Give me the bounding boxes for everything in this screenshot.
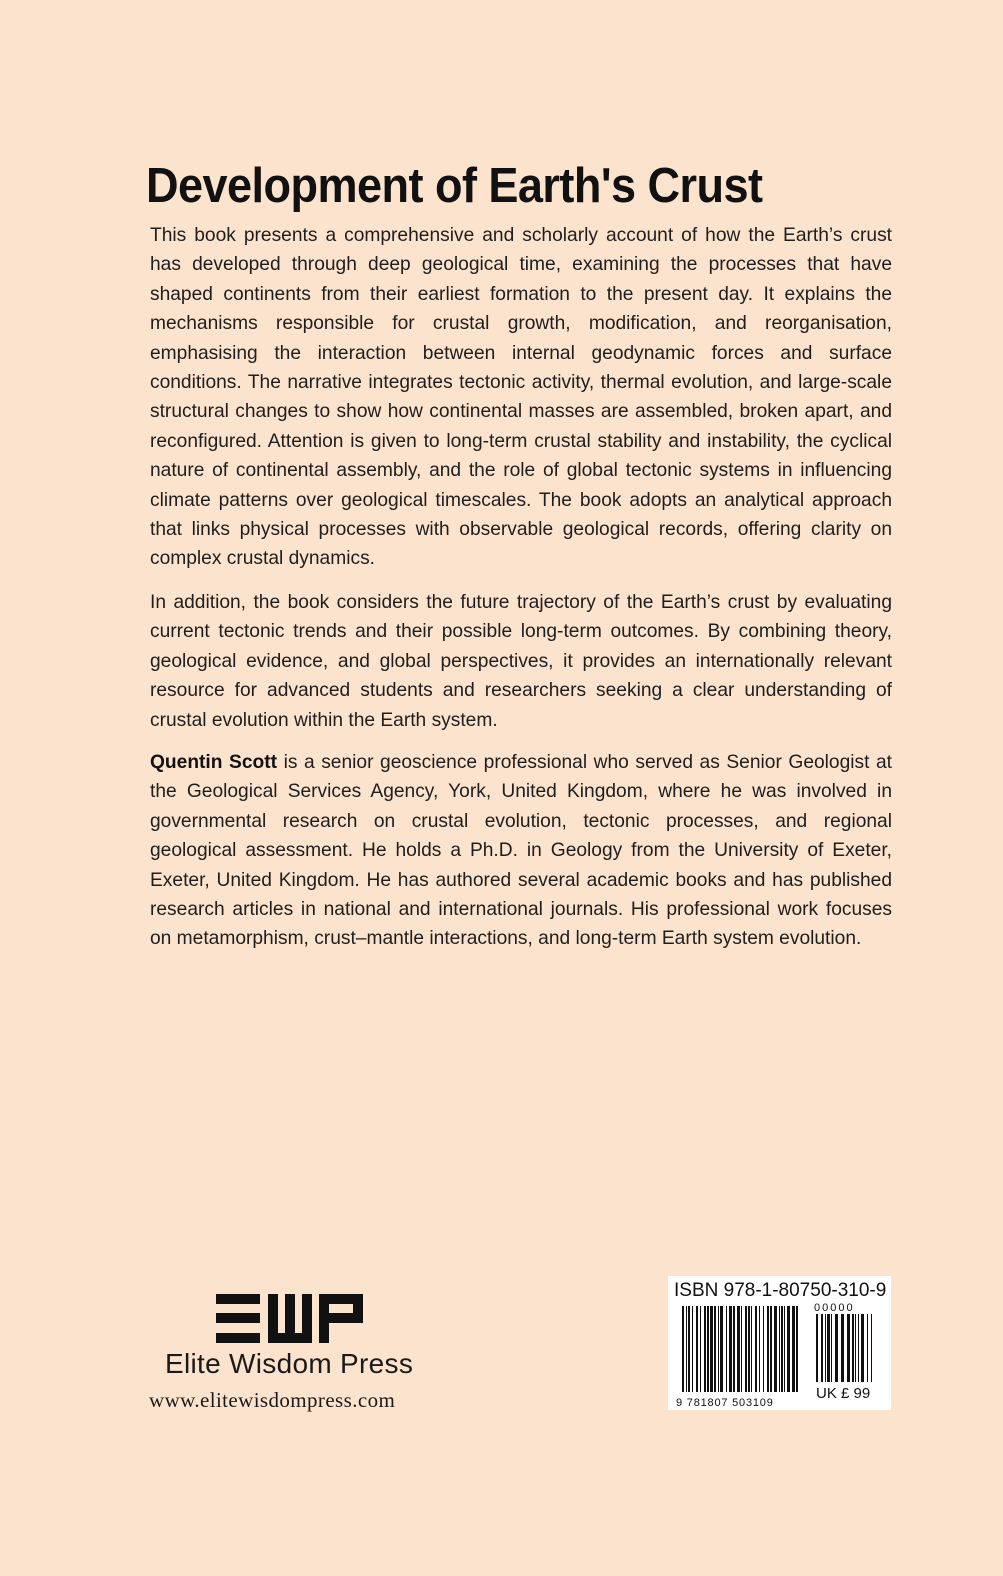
price-label: UK £ 99: [816, 1385, 871, 1402]
author-bio-body: is a senior geoscience professional who served as Senior Geologist at the Geological Services Agency, York, United Kingdom, where he was involved in governmental research on crustal evolution, tectonic processes, and regional geological assessment. He holds a Ph.D. in Geology from the University of Exeter, Exeter, United Kingdom. He has authored several academic books and has published research articles in national and international journals. His professional work focuses on metamorphism, crust–mantle interactions, and long-term Earth system evolution.: [150, 752, 893, 950]
publisher-url: www.elitewisdompress.com: [149, 1388, 396, 1412]
isbn-label: ISBN 978-1-80750-310-9: [674, 1280, 887, 1301]
description-text-1: This book presents a comprehensive and scholarly account of how the Earth’s crust has developed through deep geological time, examining the processes that have shaped continents from their earliest formation to the present day. It explains the mechanisms responsible for crustal growth, modification, and reorganisation, emphasising the interaction between internal geodynamic forces and surface conditions. The narrative integrates tectonic activity, thermal evolution, and large-scale structural changes to show how continental masses are assembled, broken apart, and reconfigured. Attention is given to long-term crustal stability and instability, the cyclical nature of continental assembly, and the role of global tectonic systems in influencing climate patterns over geological timescales. The book adopts an analytical approach that links physical processes with observable geological records, offering clarity on complex crustal dynamics.: [150, 225, 892, 570]
description-paragraph-2: [150, 588, 892, 735]
ewp-logo-icon: [216, 1293, 364, 1345]
book-title: Development of Earth's Crust: [146, 159, 763, 213]
description-text-2: In addition, the book considers the future trajectory of the Earth’s crust by evaluating current tectonic trends and their possible long-term outcomes. By combining theory, geological evidence, and global perspectives, it provides an internationally relevant resource for advanced students and researchers seeking a clear understanding of crustal evolution within the Earth system.: [150, 592, 892, 731]
description-paragraph-1: [150, 221, 892, 574]
author-name: Quentin Scott: [150, 752, 278, 773]
author-bio-text: [150, 748, 892, 954]
author-bio: [150, 748, 892, 954]
barcode-digits: 9 781807 503109: [676, 1397, 774, 1409]
publisher-name: Elite Wisdom Press: [165, 1348, 414, 1379]
isbn-barcode: [668, 1276, 891, 1410]
addon-digits: 00000: [814, 1302, 855, 1314]
